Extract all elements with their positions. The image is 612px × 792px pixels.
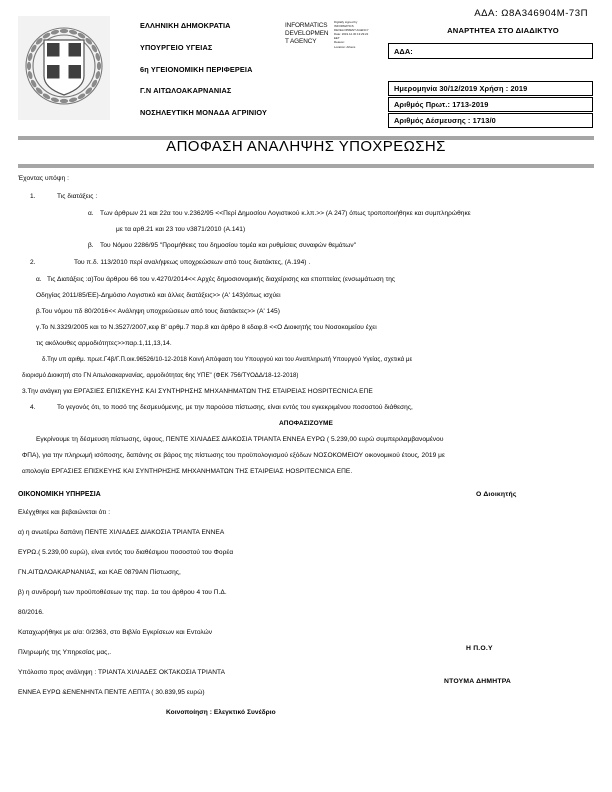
date-field-box: Ημερομηνία 30/12/2019 Χρήση : 2019 — [388, 81, 593, 96]
informatics-development-agency-logo — [285, 22, 333, 47]
financial-line-6: 80/2016. — [18, 609, 44, 616]
item-2a-marker: α. — [36, 276, 42, 283]
ada-code: ΑΔΑ: Ω8Α346904Μ-73Π — [474, 8, 588, 19]
sig-meta-line-6: Reason: — [334, 40, 345, 45]
org-line-unit: ΝΟΣΗΛΕΥΤΙΚΗ ΜΟΝΑΔΑ ΑΓΡΙΝΙΟΥ — [140, 108, 268, 118]
sig-meta-line-2: INFORMATICS — [334, 24, 354, 29]
title-rule-bottom — [18, 164, 594, 168]
governor-title: Ο Διοικητής — [476, 491, 517, 498]
notification-line: Κοινοποίηση : Ελεγκτικό Συνέδριο — [166, 709, 276, 716]
item-2c-line-2: τις ακόλουθες αρμοδιότητες>>παρ.1,11,13,14. — [36, 340, 172, 347]
ida-logo-line-3: T AGENCY — [285, 38, 317, 46]
document-header — [0, 0, 612, 132]
protocol-field-box: Αριθμός Πρωτ.: 1713-2019 — [388, 97, 593, 112]
item-1-marker: 1. — [30, 193, 36, 200]
item-1b-text: Του Νόμου 2286/95 "Προμήθειες του δημοσίου τομέα και ρυθμίσεις συναφών θεμάτων" — [100, 242, 357, 249]
org-line-region: 6η ΥΓΕΙΟΝΟΜΙΚΗ ΠΕΡΙΦΕΡΕΙΑ — [140, 64, 253, 74]
decision-line-3: απολογία ΕΡΓΑΣΙΕΣ ΕΠΙΣΚΕΥΗΣ ΚΑΙ ΣΥΝΤΗΡΗΣΗΣ ΜΗΧΑΝΗΜΑΤΩΝ ΤΗΣ ΕΤΑΙΡΕΙΑΣ HOSPITECNICA ΕΠΕ. — [22, 468, 353, 475]
commitment-field-box: Αριθμός Δέσμευσης : 1713/0 — [388, 113, 593, 128]
financial-line-8: Πληρωμής της Υπηρεσίας μας,. — [18, 649, 112, 656]
sig-meta-line-4: Date: 2019.12.30 13:29:22 — [334, 32, 369, 37]
ada-field-box: ΑΔΑ: — [388, 43, 593, 59]
item-2a-line-1: Τις Διατάξεις :α)Του άρθρου 66 του ν.4270/2014<< Αρχές δημοσιονομικής διαχείρισης και εποπτείας (ενσωμάτωση της — [47, 276, 396, 283]
item-2-marker: 2. — [30, 259, 36, 266]
item-1a-line-1: Των άρθρων 21 και 22α του ν.2362/95 <<Περί Δημοσίου Λογιστικού κ.λπ.>> (Α 247) όπως τροποποιήθηκε και συμπληρώθηκε — [100, 210, 471, 217]
item-1a-marker: α. — [88, 210, 94, 217]
item-2d-line-2: διορισμό Διοικητή στο ΓΝ Αιτωλοακαρνανίας, αρμοδιότητας 6ης ΥΠΕ" (ΦΕΚ 756/ΤΥΟΔΔ/18-12-2018) — [22, 372, 299, 379]
item-1b-marker: β. — [88, 242, 94, 249]
hellenic-republic-emblem — [18, 16, 110, 120]
financial-service-heading: ΟΙΚΟΝΟΜΙΚΗ ΥΠΗΡΕΣΙΑ — [18, 491, 101, 498]
digital-signature-metadata — [334, 21, 392, 50]
finance-officer-title: Η Π.Ο.Υ — [466, 645, 493, 652]
org-line-ministry: ΥΠΟΥΡΓΕΙΟ ΥΓΕΙΑΣ — [140, 42, 213, 52]
item-2b-text: β.Του νόμου πδ 80/2016<< Ανάληψη υποχρεώσεων από τους διατάκτες>> (Α' 145) — [36, 308, 280, 315]
financial-line-1: Ελέγχθηκε και βεβαιώνεται ότι : — [18, 509, 111, 516]
intro-line: Έχοντας υπόψη : — [18, 175, 69, 182]
item-2c-line-1: γ.Το Ν.3329/2005 και το Ν.3527/2007,κεφ Β' αρθμ.7 παρ.8 και άρθρο 8 εδαφ.8 <<Ο Διοικητής του Νοσοκομείου έχει — [36, 324, 377, 331]
sig-meta-line-5: EET — [334, 36, 340, 41]
financial-line-7: Καταχωρήθηκε με α/α: 0/2363, στο Βιβλίο Εγκρίσεων και Εντολών — [18, 629, 213, 636]
ida-logo-line-1: INFORMATICS — [285, 22, 328, 29]
sig-meta-line-3: DEVELOPMENT AGENCY — [334, 28, 369, 33]
financial-line-5: β) η συνδρομή των προϋποθέσεων της παρ. 1α του άρθρου 4 του Π.Δ. — [18, 589, 227, 596]
decision-heading: ΑΠΟΦΑΣΙΖΟΥΜΕ — [279, 420, 333, 427]
item-3-text: 3.Την ανάγκη για ΕΡΓΑΣΙΕΣ ΕΠΙΣΚΕΥΗΣ ΚΑΙ ΣΥΝΤΗΡΗΣΗΣ ΜΗΧΑΝΗΜΑΤΩΝ ΤΗΣ ΕΤΑΙΡΕΙΑΣ HOSPITECNICA ΕΠΕ — [22, 388, 373, 395]
financial-line-9: Υπόλοιπο προς ανάληψη : ΤΡΙΑΝΤΑ ΧΙΛΙΑΔΕΣ ΟΚΤΑΚΟΣΙΑ ΤΡΙΑΝΤΑ — [18, 669, 226, 676]
org-line-hospital: Γ.Ν ΑΙΤΩΛΟΑΚΑΡΝΑΝΙΑΣ — [140, 86, 232, 96]
sig-meta-line-1: Digitally signed by — [334, 20, 358, 24]
anartitea-label: ΑΝΑΡΤΗΤΕΑ ΣΤΟ ΔΙΑΔΙΚΤΥΟ — [447, 26, 559, 35]
decision-line-2: ΦΠΑ), για την πληρωμή ισόποσης, δαπάνης σε βάρος της πίστωσης του προϋπολογισμού εξόδων ΝΟΣΟΚΟΜΕΙΟΥ οικονομικού έτους, 2019 με — [22, 452, 445, 459]
item-4-marker: 4. — [30, 404, 36, 411]
finance-officer-name: ΝΤΟΥΜΑ ΔΗΜΗΤΡΑ — [444, 678, 512, 685]
org-line-republic: ΕΛΛΗΝΙΚΗ ΔΗΜΟΚΡΑΤΙΑ — [140, 21, 231, 30]
financial-line-3: ΕΥΡΩ.( 5.239,00 ευρώ), είναι εντός του διαθέσιμου ποσοστού του Φορέα — [18, 549, 234, 556]
financial-line-10: ΕΝΝΕΑ ΕΥΡΩ &ΕΝΕΝΗΝΤΑ ΠΕΝΤΕ ΛΕΠΤΑ ( 30.839,95 ευρώ) — [18, 689, 205, 696]
item-2a-line-2: Οδηγίας 2011/85/ΕΕ)-Δημόσιο Λογιστικό και άλλες διατάξεις>> (Α' 143)όπως ισχύει — [36, 292, 281, 299]
page-title: ΑΠΟΦΑΣΗ ΑΝΑΛΗΨΗΣ ΥΠΟΧΡΕΩΣΗΣ — [166, 138, 446, 155]
financial-line-4: ΓΝ.ΑΙΤΩΛΟΑΚΑΡΝΑΝΙΑΣ, και ΚΑΕ 0879ΑΝ Πίστωσης, — [18, 569, 181, 576]
sig-meta-line-7: Location: Athens — [334, 44, 356, 49]
decision-line-1: Εγκρίνουμε τη δέσμευση πίστωσης, ύψους, ΠΕΝΤΕ ΧΙΛΙΑΔΕΣ ΔΙΑΚΟΣΙΑ ΤΡΙΑΝΤΑ ΕΝΝΕΑ ΕΥΡΩ ( 5.239,00 ευρώ συμπεριλαμβανομένου — [36, 436, 444, 443]
item-2d-line-1: δ.Την υπ αριθμ. πρωτ.Γ4β/Γ.Π.οικ.96526/10-12-2018 Κοινή Απόφαση του Υπουργού και του Αναπληρωτή Υπουργού Υγείας, σχετικά με — [42, 356, 413, 363]
item-1a-line-2: με τα αρθ.21 και 23 του ν3871/2010 (Α.141) — [116, 226, 246, 233]
ida-logo-line-2: DEVELOPMEN — [285, 30, 329, 38]
financial-line-2: α) η ανωτέρω δαπάνη ΠΕΝΤΕ ΧΙΛΙΑΔΕΣ ΔΙΑΚΟΣΙΑ ΤΡΙΑΝΤΑ ΕΝΝΕΑ — [18, 529, 225, 536]
item-4-text: Το γεγονός ότι, το ποσό της δεσμευόμενης, με την παρούσα πίστωσης, είναι εντός του εγκεκριμένου ποσοστού διάθεσης, — [57, 404, 413, 411]
item-1-text: Τις διατάξεις : — [57, 193, 98, 200]
organization-block — [140, 22, 290, 131]
item-2-text: Του π.δ. 113/2010 περί αναλήψεως υποχρεώσεων από τους διατάκτες, (Α.194) . — [74, 259, 311, 266]
